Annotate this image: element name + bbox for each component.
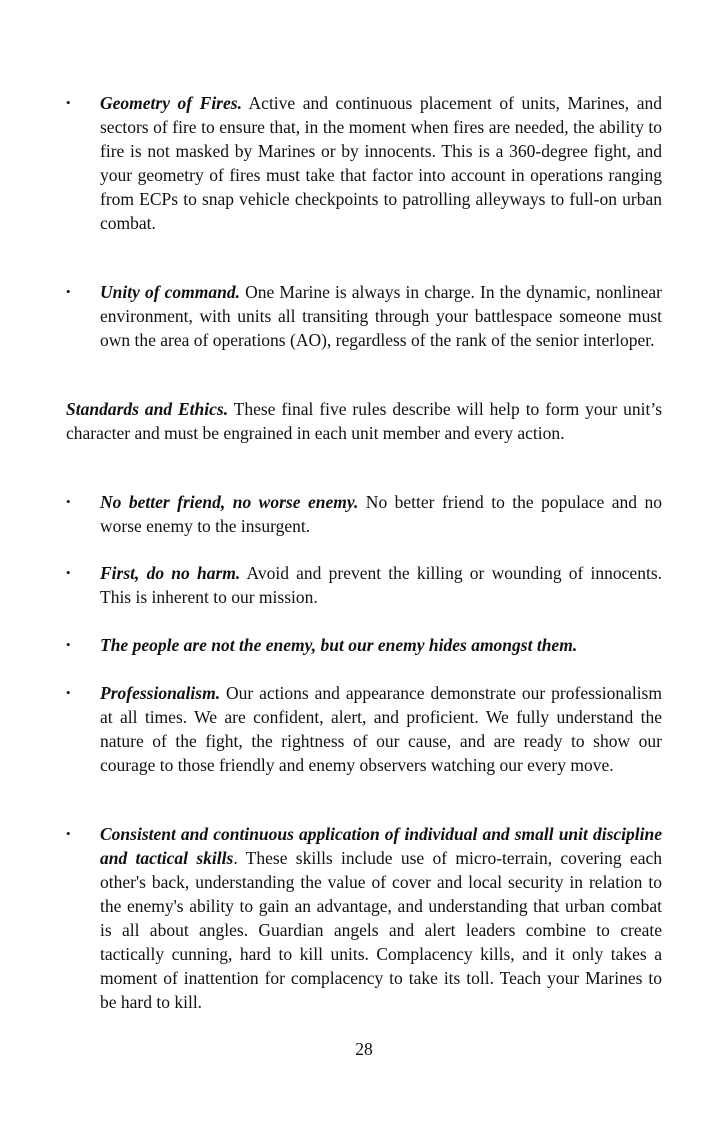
item-heading: First, do no harm. bbox=[100, 563, 241, 583]
bullet-item-discipline-and-skills bbox=[66, 822, 662, 1014]
item-heading: The people are not the enemy, but our enemy hides amongst them. bbox=[100, 635, 578, 655]
bullet-icon: • bbox=[66, 637, 71, 652]
item-heading: No better friend, no worse enemy. bbox=[100, 492, 359, 512]
item-heading: Unity of command. bbox=[100, 282, 240, 302]
item-heading: Professionalism. bbox=[100, 683, 221, 703]
bullet-item-people-not-enemy bbox=[66, 633, 662, 657]
item-body: Our actions and appearance demonstrate our professionalism at all times. We are confident, alert, and proficient. We fully understand the nature of the fight, the rightness of our cause, and are ready to show our courage to those friendly and enemy observers watching our every move. bbox=[100, 683, 662, 775]
bullet-item-geometry-of-fires bbox=[66, 91, 662, 235]
item-body: Avoid and prevent the killing or wounding of innocents. This is inherent to our mission. bbox=[100, 563, 662, 607]
item-body: Active and continuous placement of units, Marines, and sectors of fire to ensure that, in the moment when fires are needed, the ability to fire is not masked by Marines or by innocents. This is a 360-degree fight, and your geometry of fires must take that factor into account in operations ranging from ECPs to snap vehicle checkpoints to patrolling alleyways to full-on urban combat. bbox=[100, 93, 662, 233]
item-body: . These skills include use of micro-terrain, covering each other's back, understanding the value of cover and local security in relation to the enemy's ability to gain an advantage, and understanding that urban combat is all about angles. Guardian angels and alert leaders combine to create tactically cunning, hard to kill units. Complacency kills, and it only takes a moment of inattention for complacency to take its toll. Teach your Marines to be hard to kill. bbox=[100, 848, 662, 1012]
item-heading: Consistent and continuous application of individual and small unit discipline and tactical skills bbox=[100, 824, 662, 868]
bullet-icon: • bbox=[66, 494, 71, 509]
bullet-item-do-no-harm bbox=[66, 561, 662, 609]
bullet-icon: • bbox=[66, 284, 71, 299]
bullet-item-unity-of-command bbox=[66, 280, 662, 352]
section-body: These final five rules describe will help to form your unit’s character and must be engrained in each unit member and every action. bbox=[66, 399, 663, 443]
bullet-item-professionalism bbox=[66, 681, 662, 777]
bullet-icon: • bbox=[66, 826, 71, 841]
item-heading: Geometry of Fires. bbox=[100, 93, 242, 113]
page-number: 28 bbox=[355, 1039, 373, 1059]
bullet-item-no-better-friend bbox=[66, 490, 662, 538]
bullet-icon: • bbox=[66, 565, 71, 580]
section-standards-and-ethics bbox=[66, 397, 662, 445]
section-heading: Standards and Ethics. bbox=[66, 399, 229, 419]
bullet-icon: • bbox=[66, 685, 71, 700]
bullet-icon: • bbox=[66, 95, 71, 110]
item-body: No better friend to the populace and no worse enemy to the insurgent. bbox=[100, 492, 663, 536]
item-body: One Marine is always in charge. In the dynamic, nonlinear environment, with units all transiting through your battlespace someone must own the area of operations (AO), regardless of the rank of the senior interloper. bbox=[100, 282, 662, 350]
